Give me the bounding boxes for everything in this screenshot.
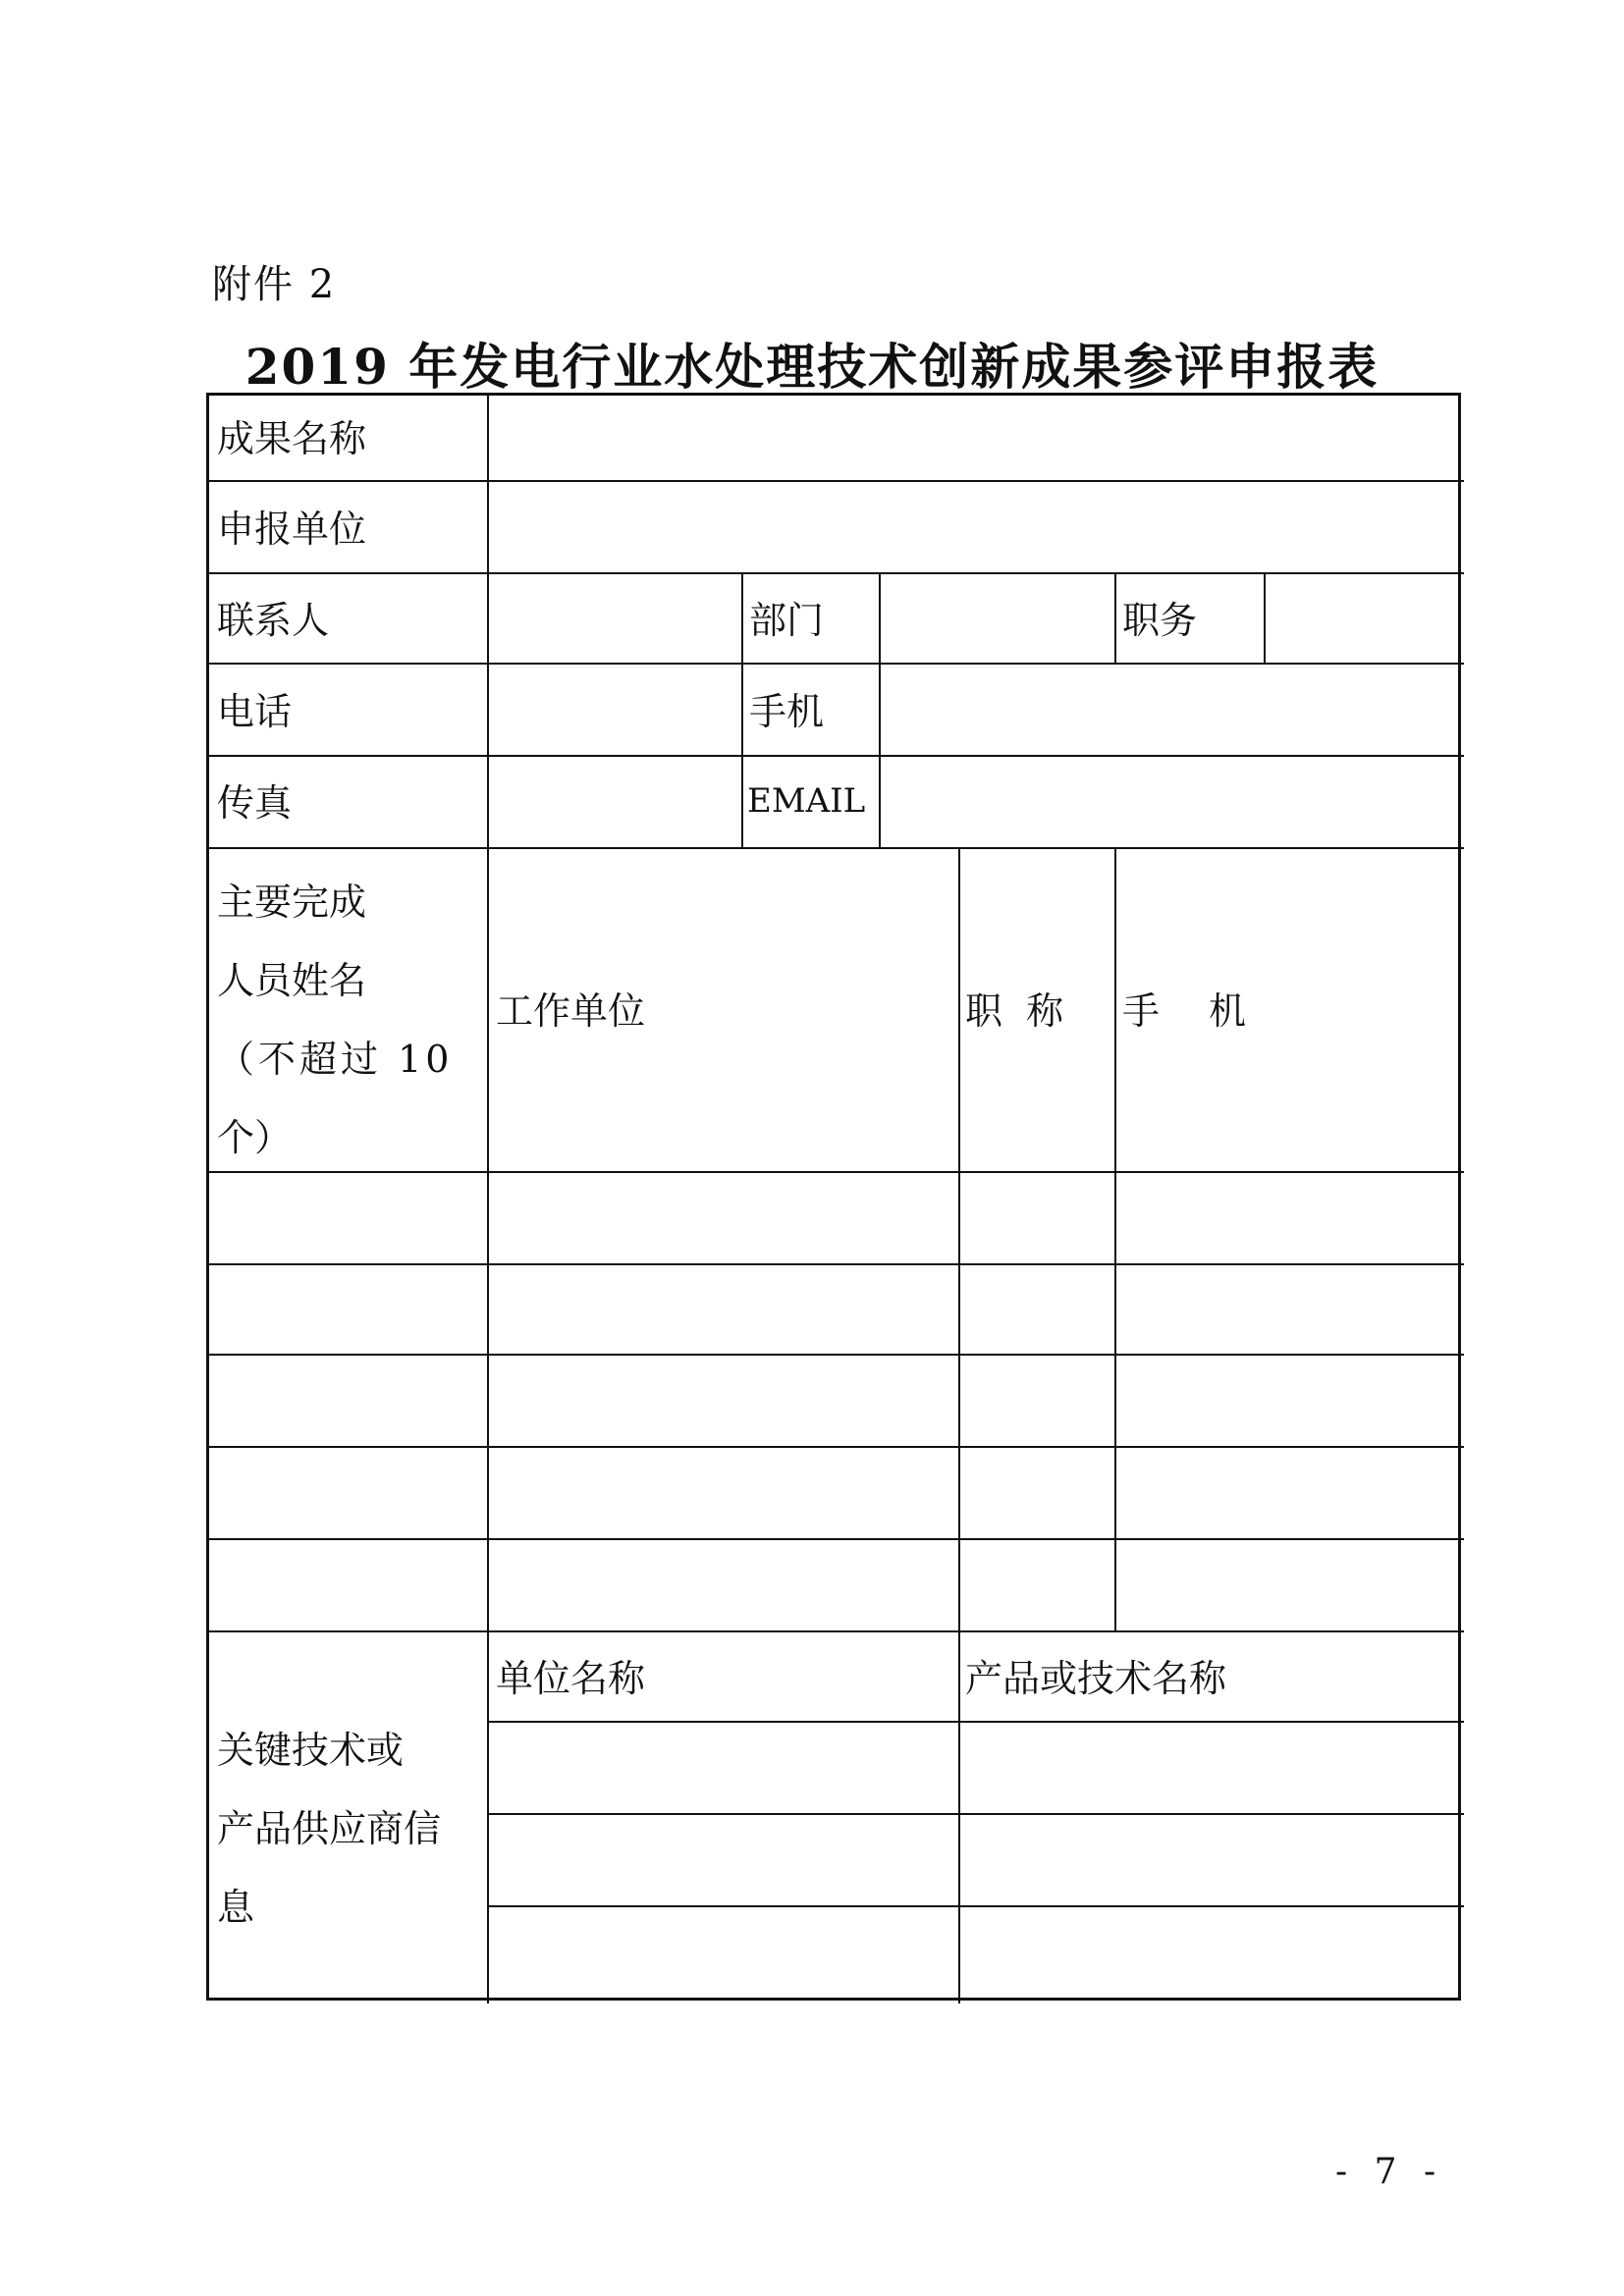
main-members-line: 个） [217, 1116, 293, 1159]
label-work-unit: 工作单位 [496, 989, 646, 1033]
label-unit-name: 单位名称 [496, 1657, 646, 1700]
label-email: EMAIL [747, 781, 866, 821]
supplier-info-line: 产品供应商信 [217, 1807, 442, 1850]
label-mobile: 手机 [749, 690, 825, 733]
label-contact-person: 联系人 [217, 599, 330, 642]
col-line [879, 572, 881, 847]
row-line [487, 1721, 1464, 1723]
label-main-members [217, 863, 453, 1177]
main-members-line: 主要完成 [217, 881, 367, 924]
col-line [958, 847, 960, 2003]
label-fax: 传真 [217, 781, 293, 825]
label-product-name: 产品或技术名称 [965, 1657, 1227, 1700]
label-department: 部门 [749, 599, 825, 642]
row-line [209, 663, 1464, 665]
label-position: 职务 [1122, 599, 1198, 642]
row-line [209, 480, 1464, 482]
attachment-label: 附件 2 [212, 262, 337, 307]
row-line [209, 1263, 1464, 1265]
row-line [209, 1354, 1464, 1356]
label-applicant-unit: 申报单位 [217, 507, 367, 551]
label-achievement-name: 成果名称 [217, 417, 367, 460]
row-line [209, 572, 1464, 574]
supplier-info-line: 关键技术或 [217, 1729, 405, 1772]
label-phone: 电话 [217, 690, 293, 733]
col-line [487, 396, 489, 2003]
row-line [209, 847, 1464, 849]
main-members-line: 人员姓名 [217, 959, 367, 1002]
row-line [487, 1813, 1464, 1815]
label-supplier-info [217, 1711, 441, 1947]
label-member-mobile: 手 机 [1122, 989, 1253, 1033]
row-line [209, 755, 1464, 757]
col-line [1114, 847, 1116, 1630]
label-title-rank: 职 称 [965, 989, 1070, 1033]
col-line [1114, 572, 1116, 663]
col-line [1264, 572, 1266, 663]
row-line [209, 1630, 1464, 1632]
supplier-info-line: 息 [217, 1886, 255, 1929]
main-members-line: （不超过 10 [217, 1038, 454, 1081]
row-line [209, 1446, 1464, 1448]
page-number: - 7 - [1335, 2152, 1444, 2192]
row-line [487, 1905, 1464, 1907]
col-line [741, 572, 743, 847]
row-line [209, 1538, 1464, 1540]
form-title: 2019 年发电行业水处理技术创新成果参评申报表 [244, 338, 1380, 396]
application-form-table [206, 393, 1461, 2001]
